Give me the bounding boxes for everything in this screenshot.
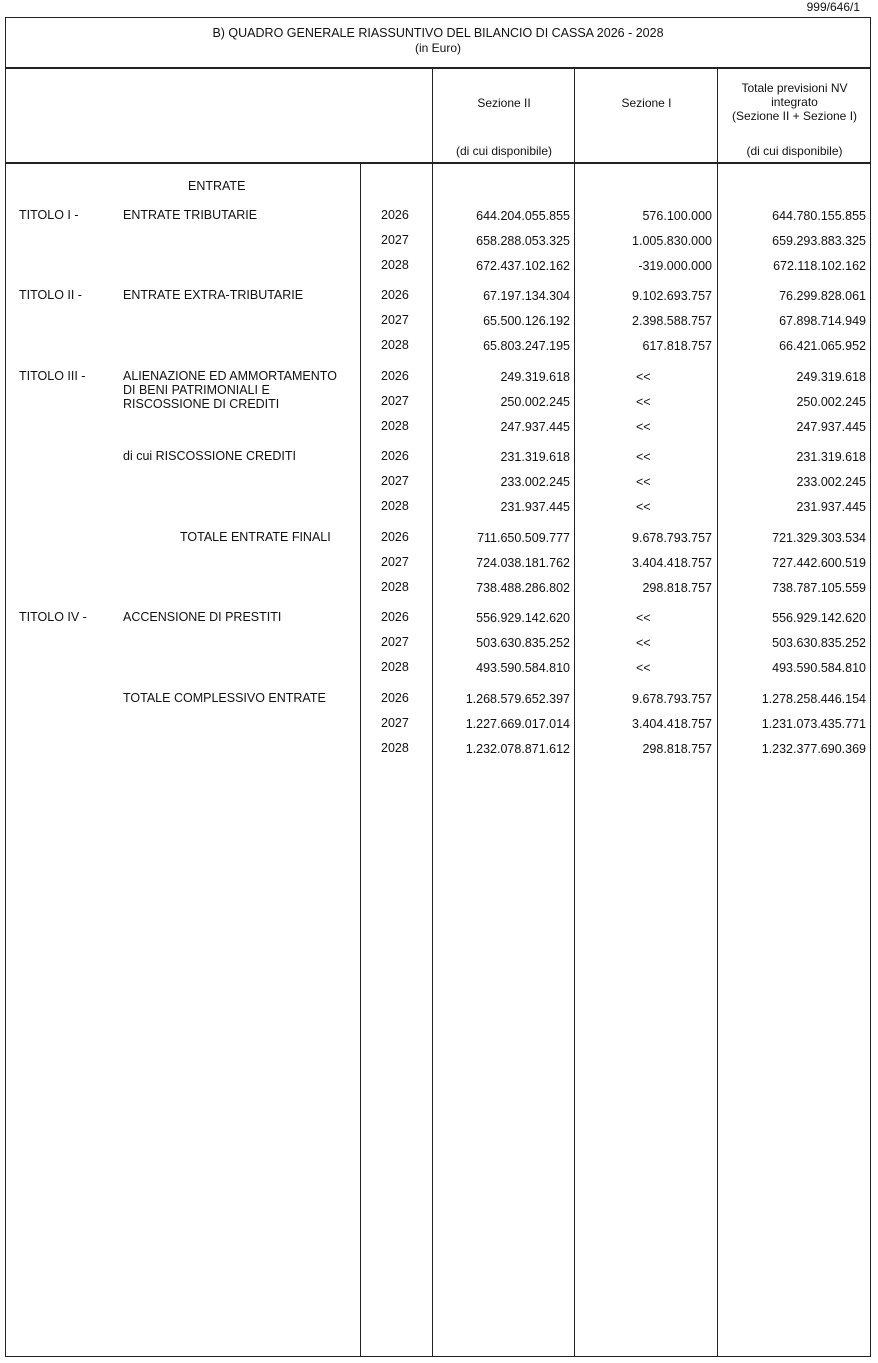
value-sezione-i: << — [636, 450, 651, 464]
titolo-label: TITOLO IV - — [19, 610, 87, 624]
value-sezione-ii: 724.038.181.762 — [476, 556, 570, 570]
row-year: 2026 — [381, 530, 409, 544]
value-sezione-i: << — [636, 661, 651, 675]
value-sezione-i: 576.100.000 — [642, 209, 712, 223]
titolo-label: TITOLO III - — [19, 369, 86, 383]
value-sezione-i: << — [636, 475, 651, 489]
value-totale: 1.278.258.446.154 — [761, 692, 866, 706]
value-sezione-ii: 1.268.579.652.397 — [465, 692, 570, 706]
row-description: di cui RISCOSSIONE CREDITI — [123, 449, 296, 463]
value-totale: 250.002.245 — [796, 395, 866, 409]
value-sezione-i: 9.678.793.757 — [632, 531, 712, 545]
value-sezione-ii: 247.937.445 — [500, 420, 570, 434]
value-sezione-i: 1.005.830.000 — [632, 234, 712, 248]
value-sezione-i: 3.404.418.757 — [632, 556, 712, 570]
value-sezione-ii: 65.500.126.192 — [483, 314, 570, 328]
value-totale: 721.329.303.534 — [772, 531, 866, 545]
header-totale-line1: Totale previsioni NV — [741, 81, 848, 95]
col-divider-year-left — [360, 163, 361, 1357]
value-totale: 556.929.142.620 — [772, 611, 866, 625]
header-totale-line3: (Sezione II + Sezione I) — [731, 109, 858, 123]
value-sezione-i: << — [636, 636, 651, 650]
value-sezione-i: 2.398.588.757 — [632, 314, 712, 328]
value-totale: 672.118.102.162 — [773, 259, 866, 273]
value-sezione-i: 3.404.418.757 — [632, 717, 712, 731]
row-year: 2026 — [381, 208, 409, 222]
value-totale: 247.937.445 — [796, 420, 866, 434]
value-sezione-ii: 672.437.102.162 — [476, 259, 570, 273]
page-title: B) QUADRO GENERALE RIASSUNTIVO DEL BILANCIO DI CASSA 2026 - 2028 — [212, 26, 664, 40]
row-year: 2027 — [381, 233, 409, 247]
value-sezione-ii: 644.204.055.855 — [476, 209, 570, 223]
row-description: ALIENAZIONE ED AMMORTAMENTO — [123, 369, 337, 383]
section-label-entrate: ENTRATE — [188, 179, 246, 193]
row-year: 2026 — [381, 691, 409, 705]
value-sezione-ii: 249.319.618 — [500, 370, 570, 384]
value-totale: 231.319.618 — [796, 450, 866, 464]
title-box — [5, 17, 871, 69]
row-year: 2028 — [381, 580, 409, 594]
row-year: 2028 — [381, 499, 409, 513]
row-description: TOTALE COMPLESSIVO ENTRATE — [123, 691, 326, 705]
row-description: DI BENI PATRIMONIALI E — [123, 383, 270, 397]
value-sezione-ii: 1.232.078.871.612 — [465, 742, 570, 756]
value-sezione-ii: 250.002.245 — [500, 395, 570, 409]
value-totale: 644.780.155.855 — [772, 209, 866, 223]
value-sezione-ii: 65.803.247.195 — [483, 339, 570, 353]
row-description: RISCOSSIONE DI CREDITI — [123, 397, 280, 411]
value-totale: 1.231.073.435.771 — [761, 717, 866, 731]
row-year: 2027 — [381, 313, 409, 327]
row-year: 2027 — [381, 474, 409, 488]
value-totale: 249.319.618 — [796, 370, 866, 384]
value-sezione-i: -319.000.000 — [638, 259, 712, 273]
value-totale: 1.232.377.690.369 — [761, 742, 866, 756]
row-year: 2027 — [381, 394, 409, 408]
value-sezione-i: 617.818.757 — [642, 339, 712, 353]
value-totale: 67.898.714.949 — [779, 314, 866, 328]
row-year: 2027 — [381, 716, 409, 730]
row-year: 2028 — [381, 258, 409, 272]
page-reference: 999/646/1 — [806, 0, 860, 14]
value-sezione-i: 9.678.793.757 — [632, 692, 712, 706]
row-year: 2026 — [381, 610, 409, 624]
row-year: 2028 — [381, 419, 409, 433]
row-year: 2026 — [381, 288, 409, 302]
row-year: 2028 — [381, 338, 409, 352]
value-sezione-ii: 556.929.142.620 — [476, 611, 570, 625]
value-totale: 231.937.445 — [796, 500, 866, 514]
row-description: ENTRATE EXTRA-TRIBUTARIE — [123, 288, 304, 302]
value-totale: 503.630.835.252 — [772, 636, 866, 650]
value-totale: 727.442.600.519 — [772, 556, 866, 570]
value-sezione-ii: 493.590.584.810 — [476, 661, 570, 675]
header-bottom-rule — [5, 162, 871, 164]
header-sezione-ii-note: (di cui disponibile) — [455, 144, 553, 158]
row-description: ENTRATE TRIBUTARIE — [123, 208, 258, 222]
value-totale: 76.299.828.061 — [779, 289, 866, 303]
value-sezione-i: << — [636, 395, 651, 409]
header-sezione-i: Sezione I — [621, 96, 672, 110]
value-totale: 233.002.245 — [796, 475, 866, 489]
titolo-label: TITOLO I - — [19, 208, 79, 222]
value-sezione-ii: 231.319.618 — [500, 450, 570, 464]
header-totale-line2: integrato — [771, 95, 818, 109]
value-sezione-ii: 67.197.134.304 — [483, 289, 570, 303]
row-year: 2028 — [381, 660, 409, 674]
value-sezione-i: 9.102.693.757 — [632, 289, 712, 303]
row-year: 2027 — [381, 555, 409, 569]
value-totale: 66.421.065.952 — [779, 339, 866, 353]
value-sezione-ii: 1.227.669.017.014 — [465, 717, 570, 731]
value-sezione-ii: 711.650.509.777 — [477, 531, 570, 545]
value-totale: 493.590.584.810 — [772, 661, 866, 675]
row-year: 2027 — [381, 635, 409, 649]
row-year: 2026 — [381, 369, 409, 383]
header-totale-note: (di cui disponibile) — [746, 144, 843, 158]
row-description: TOTALE ENTRATE FINALI — [180, 530, 331, 544]
value-sezione-i: << — [636, 420, 651, 434]
value-sezione-ii: 658.288.053.325 — [476, 234, 570, 248]
value-sezione-i: << — [636, 370, 651, 384]
value-sezione-ii: 738.488.286.802 — [476, 581, 570, 595]
value-sezione-ii: 233.002.245 — [500, 475, 570, 489]
header-sezione-ii: Sezione II — [477, 96, 531, 110]
row-description: ACCENSIONE DI PRESTITI — [123, 610, 282, 624]
value-sezione-i: << — [636, 500, 651, 514]
value-sezione-i: << — [636, 611, 651, 625]
value-sezione-ii: 231.937.445 — [500, 500, 570, 514]
titolo-label: TITOLO II - — [19, 288, 82, 302]
value-sezione-i: 298.818.757 — [642, 742, 712, 756]
value-sezione-i: 298.818.757 — [642, 581, 712, 595]
value-totale: 738.787.105.559 — [772, 581, 866, 595]
page-subtitle: (in Euro) — [414, 41, 461, 55]
value-sezione-ii: 503.630.835.252 — [476, 636, 570, 650]
row-year: 2026 — [381, 449, 409, 463]
value-totale: 659.293.883.325 — [772, 234, 866, 248]
row-year: 2028 — [381, 741, 409, 755]
